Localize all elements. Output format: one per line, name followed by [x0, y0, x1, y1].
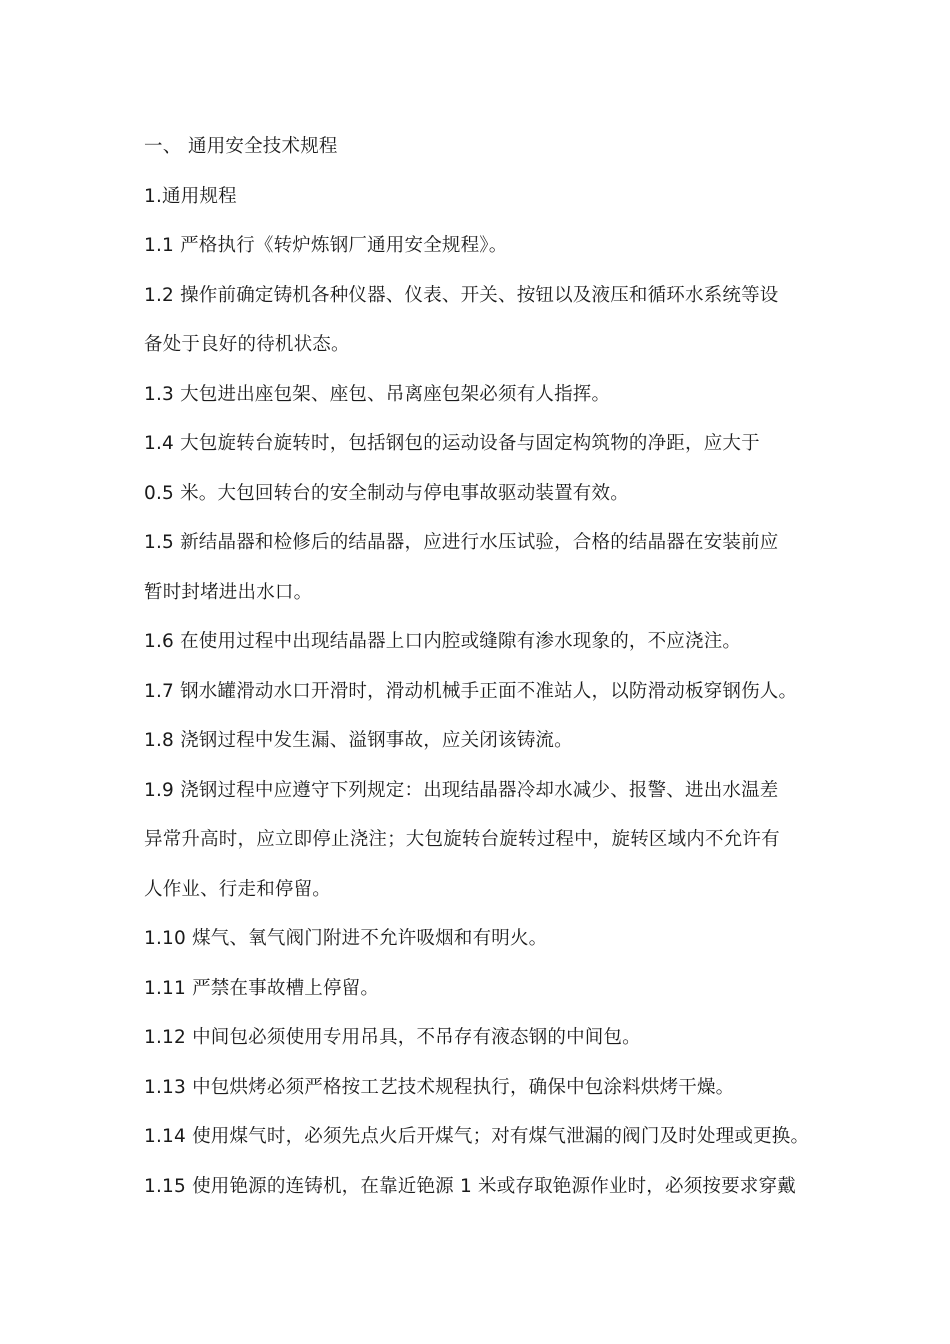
text-line-subsection-title: 1.通用规程 — [144, 185, 237, 207]
section-heading — [144, 135, 824, 159]
text-line-1-10: 1.10 煤气、氧气阀门附进不允许吸烟和有明火。 — [144, 928, 548, 949]
text-line-1-2-cont: 备处于良好的待机状态。 — [144, 334, 350, 355]
text-line-1-12: 1.12 中间包必须使用专用吊具，不吊存有液态钢的中间包。 — [144, 1027, 641, 1048]
section-heading-title: 通用安全技术规程 — [188, 136, 338, 157]
text-line-1-4: 1.4 大包旋转台旋转时，包括钢包的运动设备与固定构筑物的净距，应大于 — [144, 433, 760, 454]
text-line-1-13: 1.13 中包烘烤必须严格按工艺技术规程执行，确保中包涂料烘烤干燥。 — [144, 1076, 735, 1098]
text-line-1-2: 1.2 操作前确定铸机各种仪器、仪表、开关、按钮以及液压和循环水系统等设 — [144, 284, 779, 306]
text-line-1-3: 1.3 大包进出座包架、座包、吊离座包架必须有人指挥。 — [144, 383, 611, 405]
text-line-1-5-cont: 暂时封堵进出水口。 — [144, 581, 313, 603]
text-line-1-9-cont-1: 异常升高时，应立即停止浇注；大包旋转台旋转过程中，旋转区域内不允许有 — [144, 829, 780, 850]
text-line-1-14: 1.14 使用煤气时，必须先点火后开煤气；对有煤气泄漏的阀门及时处理或更换。 — [144, 1126, 810, 1147]
text-line-1-1: 1.1 严格执行《转炉炼钢厂通用安全规程》。 — [144, 235, 508, 256]
text-line-1-5: 1.5 新结晶器和检修后的结晶器，应进行水压试验，合格的结晶器在安装前应 — [144, 532, 779, 553]
document-body — [144, 135, 824, 1224]
text-line-1-15: 1.15 使用铯源的连铸机，在靠近铯源 1 米或存取铯源作业时，必须按要求穿戴 — [144, 1175, 796, 1197]
text-line-1-11: 1.11 严禁在事故槽上停留。 — [144, 977, 380, 999]
text-line-1-9: 1.9 浇钢过程中应遵守下列规定：出现结晶器冷却水减少、报警、进出水温差 — [144, 779, 779, 801]
text-line-1-8: 1.8 浇钢过程中发生漏、溢钢事故，应关闭该铸流。 — [144, 730, 573, 751]
text-line-1-9-cont-2: 人作业、行走和停留。 — [144, 878, 332, 900]
section-heading-number: 一、 — [144, 136, 182, 157]
text-line-1-6: 1.6 在使用过程中出现结晶器上口内腔或缝隙有渗水现象的，不应浇注。 — [144, 631, 742, 652]
text-line-1-4-cont: 0.5 米。大包回转台的安全制动与停电事故驱动装置有效。 — [144, 482, 629, 504]
text-line-1-7: 1.7 钢水罐滑动水口开滑时，滑动机械手正面不准站人，以防滑动板穿钢伤人。 — [144, 680, 798, 702]
